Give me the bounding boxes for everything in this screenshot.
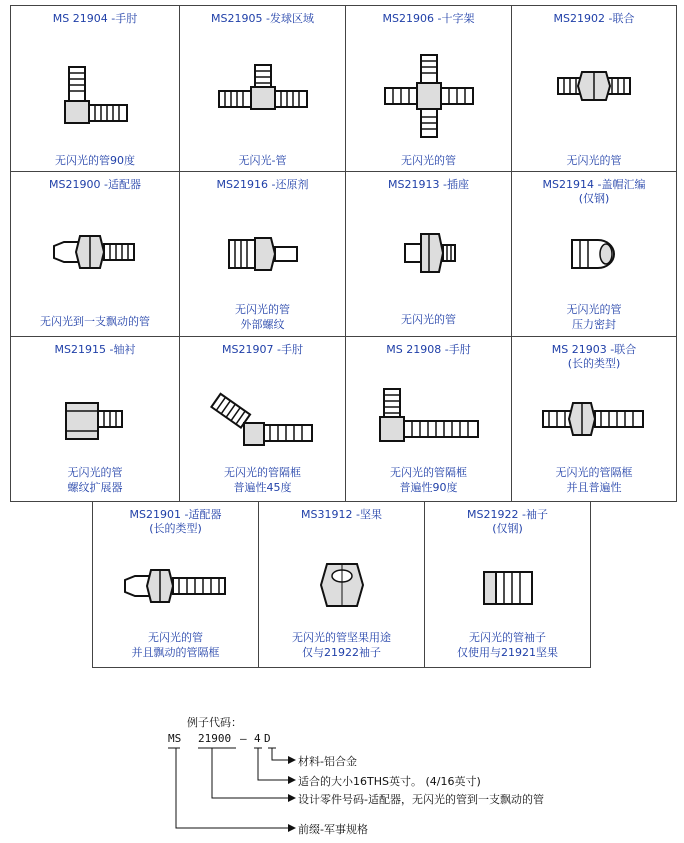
fitting-caption: 无闪光的管 <box>401 154 456 167</box>
fitting-code: MS21916 -还原剂 <box>216 178 309 191</box>
fitting-cell <box>511 336 677 502</box>
fitting-cell <box>345 336 512 502</box>
fitting-cell <box>10 171 180 337</box>
adapter-long-fitting-icon <box>121 566 231 606</box>
elbow-45-fitting-icon <box>208 389 318 449</box>
fitting-code: MS31912 -坚果 <box>301 508 382 521</box>
cap-fitting-icon <box>564 234 624 274</box>
union-bulkhead-fitting-icon <box>539 399 649 439</box>
fitting-code: MS21915 -轴衬 <box>54 343 136 356</box>
example-code-size: 4 <box>254 732 261 745</box>
fitting-code: MS21906 -十字架 <box>382 12 475 25</box>
fitting-cell <box>10 336 180 502</box>
fitting-code: MS 21903 -联合 (长的类型) <box>551 343 637 370</box>
fitting-cell <box>179 171 346 337</box>
fitting-caption: 无闪光-管 <box>238 154 287 167</box>
fitting-code: MS21922 -袖子 (仅钢) <box>467 508 548 535</box>
fitting-caption: 无闪光的管隔框 普遍性45度 <box>224 466 301 494</box>
example-code-dash: – <box>240 732 247 745</box>
fitting-code: MS21901 -适配器 (长的类型) <box>129 508 222 535</box>
fitting-cell <box>511 5 677 172</box>
fitting-cell <box>511 171 677 337</box>
example-code-part: 21900 <box>198 732 232 745</box>
fitting-code: MS21907 -手肘 <box>222 343 303 356</box>
legend-note-part-number: 设计零件号码-适配器，无闪光的管到一支飘动的管 <box>298 793 544 806</box>
fitting-cell <box>10 5 180 172</box>
fitting-caption: 无闪光的管 <box>401 313 456 326</box>
adapter-fitting-icon <box>50 232 140 272</box>
legend-note-material: 材料-铝合金 <box>298 755 357 768</box>
fitting-code: MS 21908 -手肘 <box>386 343 471 356</box>
tee-fitting-icon <box>213 61 313 121</box>
fitting-caption: 无闪光的管 螺纹扩展器 <box>67 466 123 494</box>
fitting-caption: 无闪光到一支飘动的管 <box>40 315 150 328</box>
fitting-cell <box>424 501 591 668</box>
nut-fitting-icon <box>317 560 367 610</box>
cross-fitting-icon <box>379 51 479 141</box>
elbow-fitting-icon <box>55 61 135 131</box>
bushing-fitting-icon <box>60 399 130 443</box>
legend-note-size: 适合的大小16THS英寸。 (4/16英寸) <box>298 775 481 788</box>
fitting-cell <box>345 171 512 337</box>
fitting-caption: 无闪光的管袖子 仅使用与21921坚果 <box>457 631 558 659</box>
union-fitting-icon <box>554 66 634 106</box>
fitting-cell <box>179 336 346 502</box>
fitting-caption: 无闪光的管隔框 普遍性90度 <box>390 466 467 494</box>
fitting-cell <box>92 501 259 668</box>
example-code-material: D <box>264 732 271 745</box>
fitting-caption: 无闪光的管 并且飘动的管隔框 <box>131 631 220 659</box>
fitting-cell <box>258 501 425 668</box>
fitting-code: MS21905 -发球区域 <box>211 12 314 25</box>
fitting-caption: 无闪光的管隔框 并且普遍性 <box>555 466 633 494</box>
plug-fitting-icon <box>399 230 459 276</box>
fitting-caption: 无闪光的管 <box>566 154 622 167</box>
legend-note-prefix: 前缀-军事规格 <box>298 823 368 836</box>
elbow-bulkhead-90-fitting-icon <box>374 385 484 445</box>
reducer-fitting-icon <box>223 234 303 274</box>
fitting-cell <box>179 5 346 172</box>
sleeve-fitting-icon <box>478 566 538 610</box>
example-code-prefix: MS <box>168 732 182 745</box>
fitting-caption: 无闪光的管 外部螺纹 <box>235 303 290 331</box>
example-heading: 例子代码： <box>187 716 242 729</box>
fitting-code: MS21914 -盖帽汇编 (仅钢) <box>542 178 646 205</box>
fitting-code: MS21900 -适配器 <box>49 178 141 191</box>
fitting-code: MS21902 -联合 <box>553 12 635 25</box>
fitting-caption: 无闪光的管 压力密封 <box>566 303 622 331</box>
fitting-caption: 无闪光的管坚果用途 仅与21922袖子 <box>292 631 391 659</box>
fitting-code: MS 21904 -手肘 <box>52 12 138 25</box>
fitting-cell <box>345 5 512 172</box>
fitting-caption: 无闪光的管90度 <box>55 154 135 167</box>
legend-connector-lines <box>160 740 300 840</box>
fitting-code: MS21913 -插座 <box>388 178 469 191</box>
